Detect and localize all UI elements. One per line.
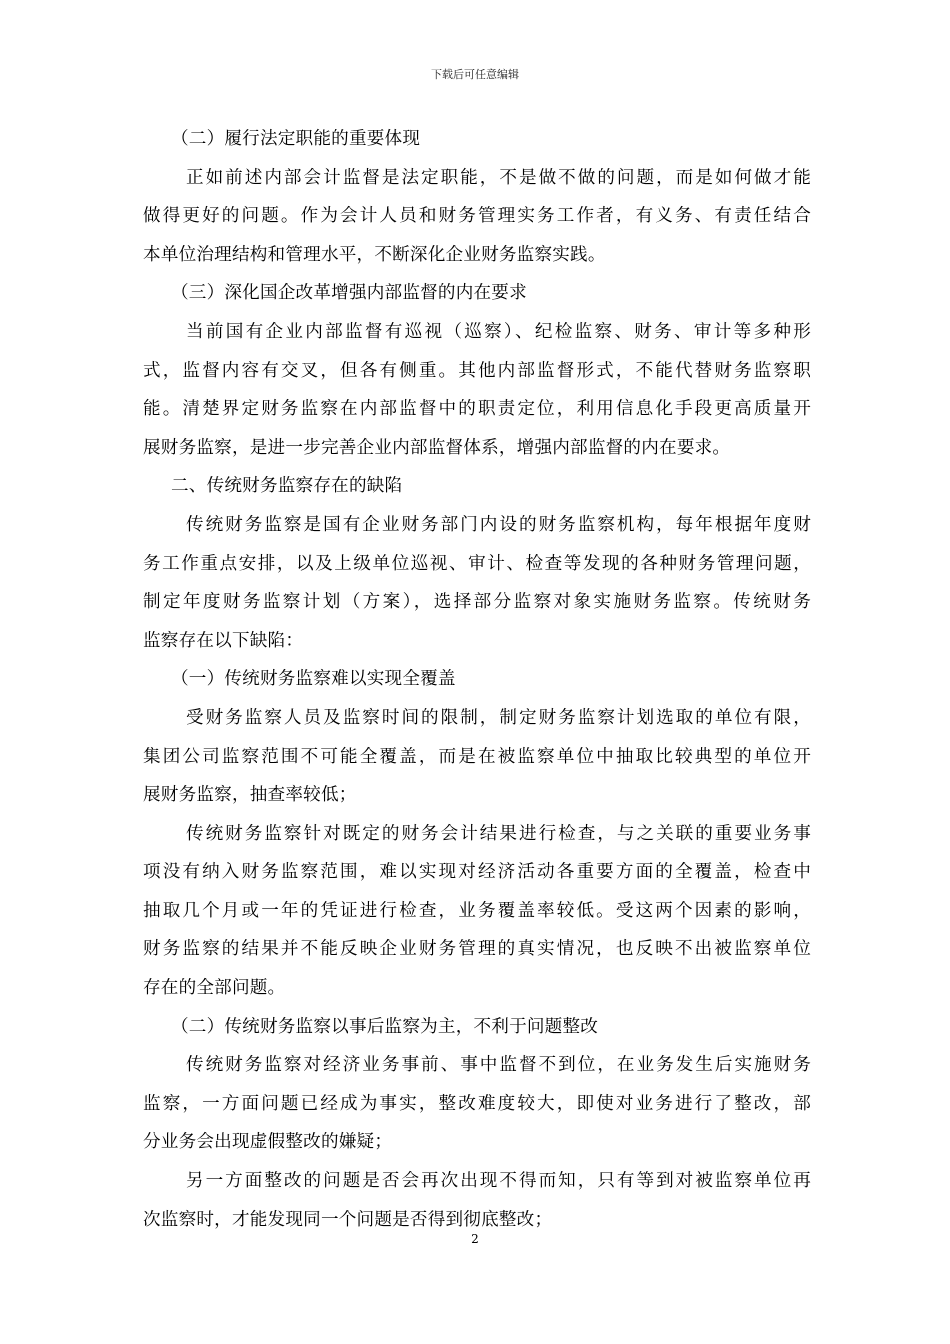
- text-line: 务工作重点安排，以及上级单位巡视、审计、检查等发现的各种财务管理问题，: [143, 553, 811, 574]
- text-line: 展财务监察，抽查率较低；: [143, 785, 357, 806]
- text-line: 传统财务监察是国有企业财务部门内设的财务监察机构，每年根据年度财: [186, 514, 811, 535]
- text-line: 监察存在以下缺陷：: [143, 630, 304, 651]
- text-line: （三）深化国企改革增强内部监督的内在要求: [171, 283, 527, 304]
- text-line: 抽取几个月或一年的凭证进行检查，业务覆盖率较低。受这两个因素的影响，: [143, 900, 811, 921]
- page-number: 2: [471, 1232, 479, 1246]
- document-body: [143, 120, 811, 1239]
- text-line: （一）传统财务监察难以实现全覆盖: [171, 669, 456, 690]
- text-line: 另一方面整改的问题是否会再次出现不得而知，只有等到对被监察单位再: [186, 1171, 811, 1192]
- text-line: 制定年度财务监察计划（方案），选择部分监察对象实施财务监察。传统财务: [143, 592, 811, 613]
- text-line: （二）传统财务监察以事后监察为主，不利于问题整改: [171, 1016, 599, 1037]
- text-line: 存在的全部问题。: [143, 978, 286, 999]
- text-line: 做得更好的问题。作为会计人员和财务管理实务工作者，有义务、有责任结合: [143, 206, 811, 227]
- text-line: 二、传统财务监察存在的缺陷: [171, 476, 403, 497]
- text-line: 次监察时，才能发现同一个问题是否得到彻底整改；: [143, 1209, 553, 1230]
- text-line: 受财务监察人员及监察时间的限制，制定财务监察计划选取的单位有限，: [186, 707, 811, 728]
- text-line: （二）履行法定职能的重要体现: [171, 129, 421, 149]
- text-line: 财务监察的结果并不能反映企业财务管理的真实情况，也反映不出被监察单位: [143, 939, 811, 960]
- text-line: 本单位治理结构和管理水平，不断深化企业财务监察实践。: [143, 244, 606, 265]
- text-line: 项没有纳入财务监察范围，难以实现对经济活动各重要方面的全覆盖，检查中: [143, 862, 811, 883]
- text-line: 分业务会出现虚假整改的嫌疑；: [143, 1132, 393, 1153]
- text-line: 集团公司监察范围不可能全覆盖，而是在被监察单位中抽取比较典型的单位开: [143, 746, 811, 767]
- text-line: 式，监督内容有交叉，但各有侧重。其他内部监督形式，不能代替财务监察职: [143, 360, 811, 381]
- text-line: 监察，一方面问题已经成为事实，整改难度较大，即使对业务进行了整改，部: [143, 1093, 811, 1114]
- text-line: 当前国有企业内部监督有巡视（巡察）、纪检监察、财务、审计等多种形: [186, 321, 811, 342]
- text-line: 传统财务监察对经济业务事前、事中监督不到位，在业务发生后实施财务: [186, 1055, 811, 1076]
- text-line: 正如前述内部会计监督是法定职能，不是做不做的问题，而是如何做才能: [186, 167, 811, 188]
- text-line: 展财务监察，是进一步完善企业内部监督体系，增强内部监督的内在要求。: [143, 437, 731, 458]
- text-line: 能。清楚界定财务监察在内部监督中的职责定位，利用信息化手段更高质量开: [143, 399, 811, 420]
- page-header: 下载后可任意编辑: [431, 68, 519, 81]
- text-line: 传统财务监察针对既定的财务会计结果进行检查，与之关联的重要业务事: [186, 823, 811, 844]
